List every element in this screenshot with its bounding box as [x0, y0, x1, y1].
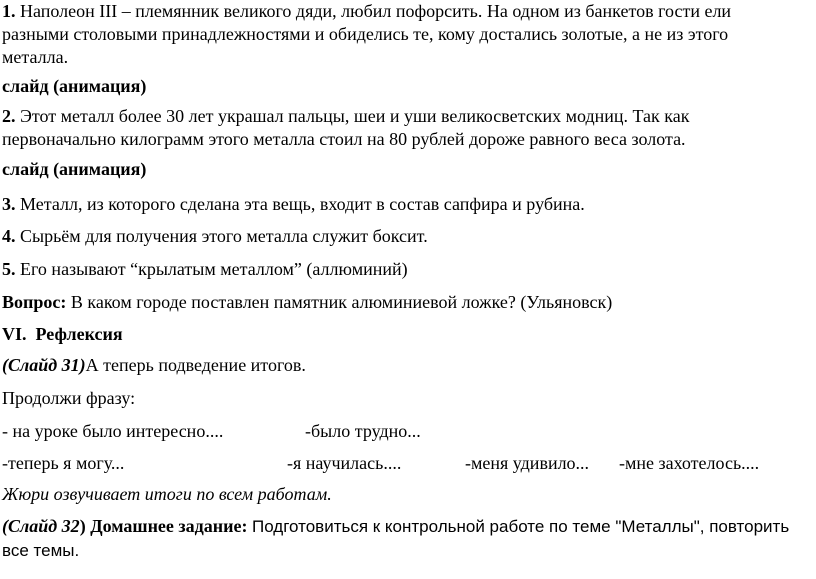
item-4 — [2, 225, 428, 247]
item-1-line-3: металла. — [2, 47, 69, 67]
question — [2, 291, 612, 313]
section-heading — [2, 323, 123, 345]
continue-phrase: Продолжи фразу: — [2, 388, 136, 408]
homework-text: Подготовиться к контрольной работе по теме "Металлы", повторить — [251, 517, 790, 536]
slide-text: А теперь подведение итогов. — [85, 355, 306, 375]
slide-label-paren: ) — [79, 516, 86, 536]
phrase: -меня удивило... — [465, 453, 590, 473]
section-number: VI. — [2, 324, 27, 344]
phrase: -теперь я могу... — [2, 453, 125, 473]
phrase: -мне захотелось.... — [619, 453, 760, 473]
slide-label: (Слайд 32 — [2, 516, 80, 536]
item-1-line-2: разными столовыми принадлежностями и обиделись те, кому достались золотые, а не из этого — [2, 24, 729, 44]
jury-note: Жюри озвучивает итоги по всем работам. — [2, 484, 332, 504]
item-text: Сырьём для получения этого металла служит боксит. — [20, 226, 428, 246]
phrase: - на уроке было интересно.... — [2, 421, 224, 441]
phrase: -было трудно... — [305, 421, 421, 441]
slide-animation-label: слайд (анимация) — [2, 159, 147, 179]
item-2-line-1 — [2, 105, 690, 127]
question-text: В каком городе поставлен памятник алюминиевой ложке? (Ульяновск) — [70, 292, 613, 312]
item-text: Его называют “крылатым металлом” (аллюминий) — [20, 259, 408, 279]
homework-line-1 — [2, 515, 789, 538]
item-number: 2. — [2, 106, 16, 126]
phrase: -я научилась.... — [287, 453, 402, 473]
slide-animation-label: слайд (анимация) — [2, 76, 147, 96]
item-number: 1. — [2, 1, 16, 21]
homework-label: Домашнее задание: — [90, 516, 248, 536]
section-title: Рефлексия — [35, 324, 123, 344]
phrases-row-1 — [2, 420, 802, 442]
slide-label: (Слайд 31) — [2, 355, 86, 375]
item-3 — [2, 193, 585, 215]
item-text: Наполеон III – племянник великого дяди, любил пофорсить. На одном из банкетов гости ели — [20, 1, 732, 21]
item-5 — [2, 258, 408, 280]
homework-line-2: все темы. — [2, 541, 80, 560]
item-1-line-1 — [2, 0, 731, 22]
item-number: 4. — [2, 226, 16, 246]
item-number: 3. — [2, 194, 16, 214]
slide-31 — [2, 354, 306, 376]
item-text: Этот металл более 30 лет украшал пальцы, шеи и уши великосветских модниц. Так как — [20, 106, 690, 126]
question-label: Вопрос: — [2, 292, 67, 312]
item-text: Металл, из которого сделана эта вещь, входит в состав сапфира и рубина. — [20, 194, 585, 214]
item-2-line-2: первоначально килограмм этого металла стоил на 80 рублей дороже равного веса золота. — [2, 129, 686, 149]
phrases-row-2 — [2, 452, 802, 474]
item-number: 5. — [2, 259, 16, 279]
